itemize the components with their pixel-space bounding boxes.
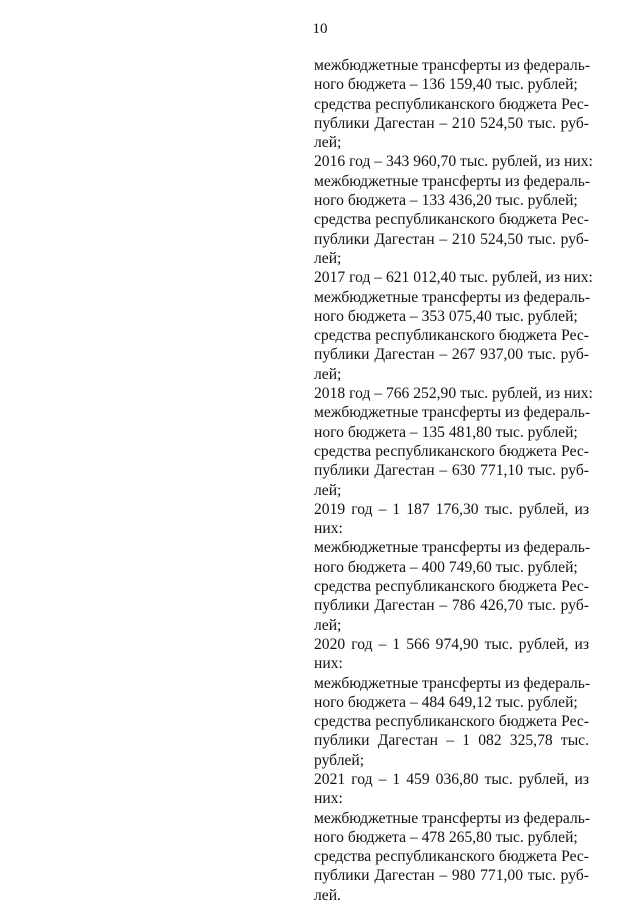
- text-line: ного бюджета – 136 159,40 тыс. рублей;: [314, 76, 578, 94]
- text-line: средства республиканского бюджета Рес-: [314, 327, 589, 345]
- text-line: ного бюджета – 135 481,80 тыс. рублей;: [314, 423, 578, 441]
- text-line: публики Дагестан – 980 771,00 тыс. руб-: [314, 867, 589, 885]
- text-line: публики Дагестан – 210 524,50 тыс. руб-: [314, 114, 589, 132]
- text-line: публики Дагестан – 630 771,10 тыс. руб-: [314, 462, 589, 480]
- text-line: них:: [314, 520, 343, 538]
- text-line: средства республиканского бюджета Рес-: [314, 95, 589, 113]
- text-line: межбюджетные трансферты из федераль-: [314, 57, 591, 74]
- text-line: межбюджетные трансферты из федераль-: [314, 172, 591, 190]
- text-line: межбюджетные трансферты из федераль-: [314, 674, 591, 692]
- text-line: лей;: [314, 481, 342, 499]
- text-line: межбюджетные трансферты из федераль-: [314, 288, 591, 306]
- text-line: лей;: [314, 249, 342, 267]
- text-line: межбюджетные трансферты из федераль-: [314, 404, 591, 422]
- text-line: публики Дагестан – 786 426,70 тыс. руб-: [314, 597, 589, 615]
- text-line: публики Дагестан – 267 937,00 тыс. руб-: [314, 346, 589, 364]
- page-number: 10: [312, 21, 328, 37]
- text-line: средства республиканского бюджета Рес-: [314, 211, 589, 229]
- text-line: них:: [314, 655, 343, 673]
- text-line: ного бюджета – 400 749,60 тыс. рублей;: [314, 558, 578, 576]
- text-line: 2017 год – 621 012,40 тыс. рублей, из них:: [314, 269, 593, 287]
- text-line: лей;: [314, 616, 342, 634]
- text-line: ного бюджета – 353 075,40 тыс. рублей;: [314, 307, 578, 325]
- text-line: лей.: [314, 886, 341, 904]
- text-line: средства республиканского бюджета Рес-: [314, 442, 589, 460]
- text-line: 2021 год – 1 459 036,80 тыс. рублей, из: [314, 770, 589, 788]
- text-line: 2019 год – 1 187 176,30 тыс. рублей, из: [314, 500, 589, 518]
- text-line: межбюджетные трансферты из федераль-: [314, 809, 591, 827]
- text-line: ного бюджета – 484 649,12 тыс. рублей;: [314, 693, 578, 711]
- text-line: 2018 год – 766 252,90 тыс. рублей, из них:: [314, 385, 593, 403]
- text-line: средства республиканского бюджета Рес-: [314, 713, 589, 731]
- text-line: межбюджетные трансферты из федераль-: [314, 539, 591, 557]
- text-line: лей;: [314, 365, 342, 383]
- text-line: 2016 год – 343 960,70 тыс. рублей, из них:: [314, 153, 593, 171]
- text-line: ного бюджета – 478 265,80 тыс. рублей;: [314, 828, 578, 846]
- text-line: рублей;: [314, 751, 365, 769]
- text-line: них:: [314, 790, 343, 808]
- text-line: публики Дагестан – 1 082 325,78 тыс.: [314, 732, 589, 750]
- text-line: средства республиканского бюджета Рес-: [314, 578, 589, 596]
- text-line: средства республиканского бюджета Рес-: [314, 848, 589, 866]
- text-line: 2020 год – 1 566 974,90 тыс. рублей, из: [314, 635, 589, 653]
- text-line: публики Дагестан – 210 524,50 тыс. руб-: [314, 230, 589, 248]
- text-line: лей;: [314, 134, 342, 152]
- text-line: ного бюджета – 133 436,20 тыс. рублей;: [314, 192, 578, 210]
- funding-text-column: [314, 56, 593, 905]
